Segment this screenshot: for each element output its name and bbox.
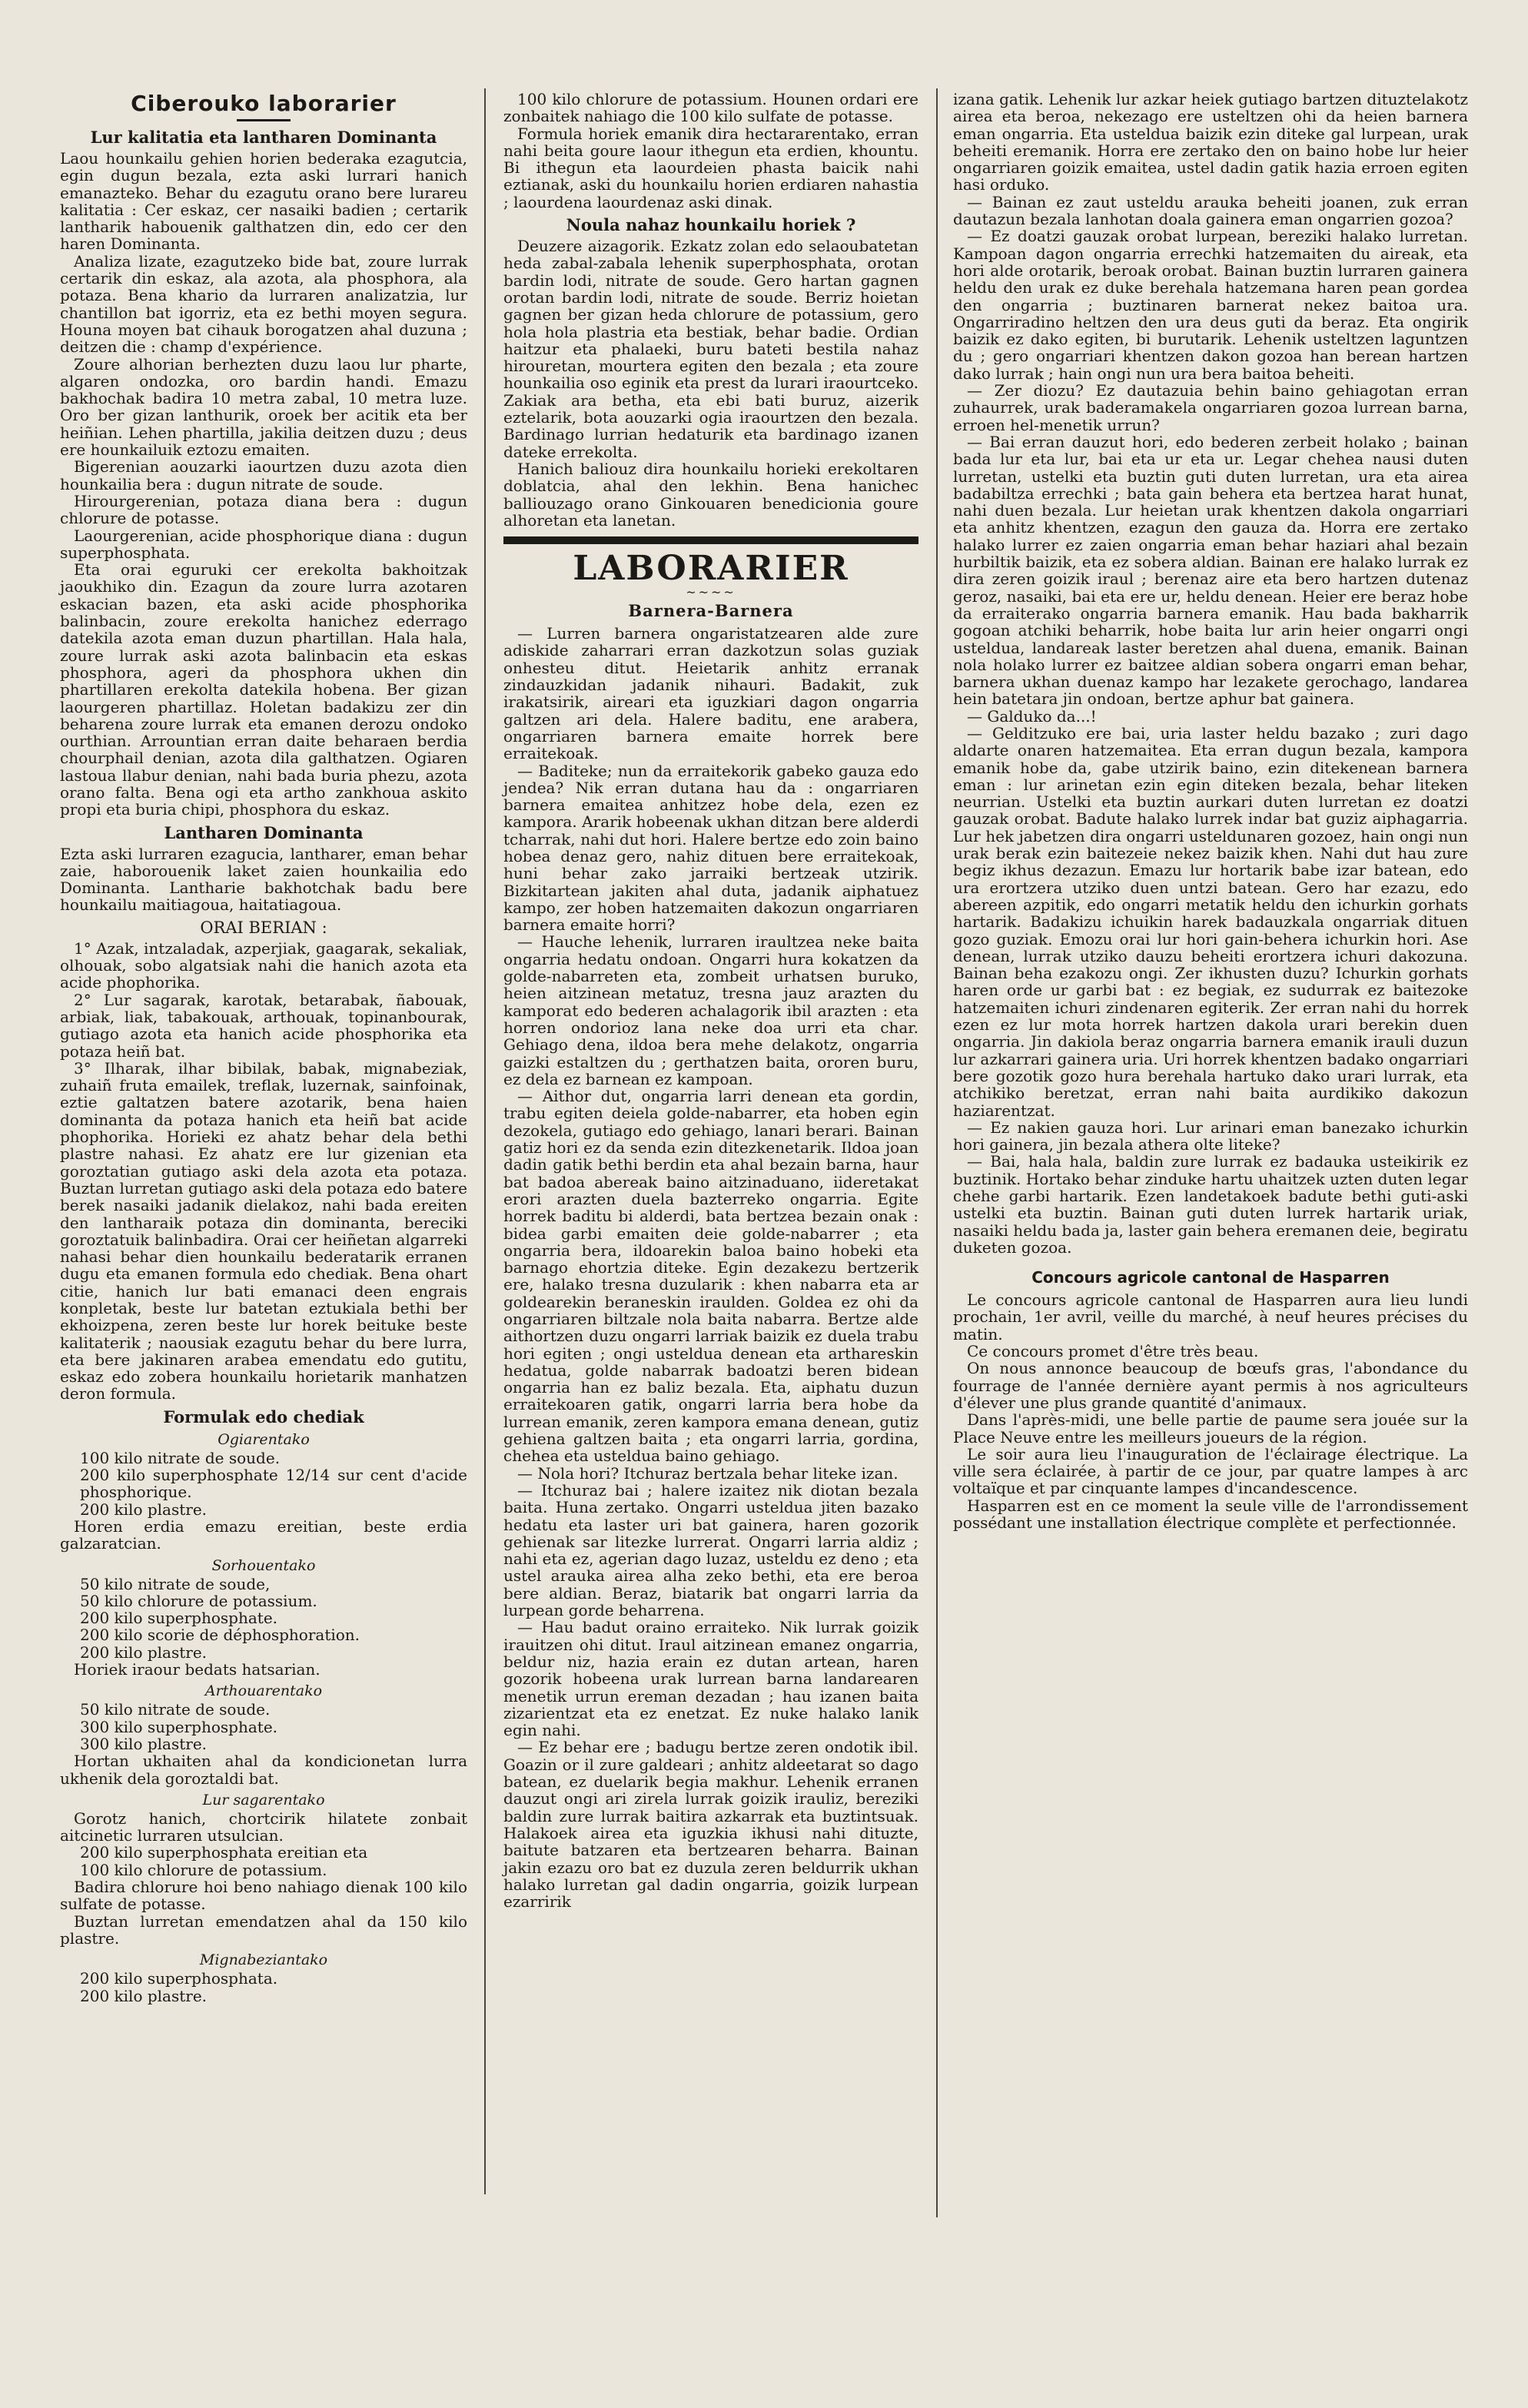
- paragraph: Analiza lizate, ezagutzeko bide bat, zoure lurrak certarik din eskaz, ala azota, ala phosphora, ala potaza. Bena khario da lurraren analizatzia, lur chantillon bat igorriz, eta ez bethi moyen segura. Houna moyen bat cihauk borogatzen ahal duzuna ; deitzen die : champ d'expérience.: [60, 251, 467, 357]
- paragraph: Hirourgerenian, potaza diana bera : dugun chlorure de potasse.: [60, 491, 467, 528]
- formula-line: 200 kilo plastre.: [80, 1642, 208, 1662]
- paragraph: — Bainan ez zaut usteldu arauka beheiti joanen, zuk erran dautazun bezala lanhotan doala gainera eman ongarrien gozoa?: [953, 192, 1468, 229]
- section-subtitle: Barnera-Barnera: [628, 601, 794, 621]
- formula-line: 100 kilo nitrate de soude.: [80, 1448, 281, 1467]
- formula-note: Horen erdia emazu ereitian, beste erdia galzaratcian.: [60, 1516, 467, 1553]
- formula-line: 200 kilo superphosphata.: [80, 1969, 278, 1988]
- paragraph: Ce concours promet d'être très beau.: [967, 1342, 1259, 1361]
- column-middle: [503, 91, 918, 1910]
- formula-line: 200 kilo plastre.: [80, 1500, 208, 1519]
- column-right: [953, 91, 1468, 1531]
- paragraph: Eta orai eguruki cer erekolta bakhoitzak jaoukhiko din. Ezagun da zoure lurra azotaren eskacian bazen, eta aski acide phosphorika balinbacin, zoure erekolta hanichez ederrago datekila azota eman duzun phartillan. Hala hala, zoure lurrak aski azota balinbacin eta eskas phosphora, ageri da phosphora ukhen din phartillaren erekolta datekila hobena. Ber gizan laourgeren phartillaz. Holetan badakizu zer din beharena zoure lurrak eta emanen derozu ondoko ourthian. Arrountian erran daite beharaen berdia chourphail denian, azota dila galthatzen. Ogiaren lastoua llabur denian, nahi bada buria phezu, azota orano falta. Bena ogi eta artho zankhoua askito propi eta buria chipi, phosphora du eskaz.: [60, 560, 467, 819]
- paragraph: Formula horiek emanik dira hectararentako, erran nahi beita goure laour ithegun eta erdien, khountu. Bi ithegun eta laourdeien phasta baicik nahi eztianak, aski du hounkailu horien erdiaren nahastia ; laourdena laourdenaz aski dinak.: [503, 124, 918, 211]
- paragraph: Bigerenian aouzarki iaourtzen duzu azota dien hounkailia bera : dugun nitrate de soude.: [60, 457, 467, 493]
- paragraph: — Aithor dut, ongarria larri denean eta gordin, trabu egiten deiela golde-nabarrer, eta hoben egin dezokela, gutiago edo gehiago, lanari berari. Bainan gatiz hori ez da senda ezin ditezkenetarik. Ildoa joan dadin gatik bethi berdin eta ahal bezain barna, haur bat badoa abereak baino aitzinaduano, iideretakat erori arazten duela bazterreko ongarria. Egite horrek baditu bi alderdi, bata bertzea bezain onak : bidea garbi emaiten deie golde-nabarrer ; eta ongarria bera, ildoarekin baloa baino hobeki eta barnago ehortzia diteke. Egin dezakezu bertzerik ere, halako tresna duzularik : khen nabarra eta ar goldearekin beraneskin iraulden. Goldea ez ohi da ongarriaren biltzale nola baita nabarra. Bertze alde aithortzen duzu ongarri larriak baizik ez duela trabu hori egiten ; ongi usteldua denean eta arthareskin hedatua, golde nabarrak badoatzi beren bidean ongarria han ez baliz bezala. Eta, aiphatu duzun erraitekoaren gatik, ongarri larria bera hobe da lurrean emanik, zeren kampora emana denean, gutiz gehiena galtzen baita ; eta ongarri larria, gordina, chehea eta usteldua baino gehiago.: [503, 1087, 918, 1466]
- column-rule: [484, 88, 486, 2194]
- formula-line: 200 kilo superphosphata ereitian eta: [80, 1843, 368, 1862]
- paragraph: — Hau badut oraino erraiteko. Nik lurrak goizik irauitzen ohi ditut. Iraul aitzinean emanez ongarria, beldur niz, hazia erain ez dutan artean, haren gozorik hobeena urak lurrean barna landarearen menetik urrun ereman dezadan ; hau izanen baita zizarientzat eta ez enetzat. Ez nuke halako lanik egin nahi.: [503, 1618, 918, 1740]
- formula-line: 50 kilo chlorure de potassium.: [80, 1591, 317, 1610]
- article-title: Ciberouko laborarier: [131, 91, 397, 116]
- section-heading: Formulak edo chediak: [163, 1407, 364, 1427]
- paragraph: Laourgerenian, acide phosphorique diana : dugun superphosphata.: [60, 526, 467, 562]
- paragraph: 2° Lur sagarak, karotak, betarabak, ñabouak, arbiak, liak, tabakouak, arthouak, topinanbourak, gutiago azota eta hanich acide phosphorika eta potaza heiñ bat.: [60, 990, 467, 1061]
- formula-title: Mignabeziantako: [199, 1951, 328, 1969]
- paragraph: — Gelditzuko ere bai, uria laster heldu bazako ; zuri dago aldarte onaren hatzemaitea. Eta erran dugun bezala, kampora emanik hobe da, gabe utzirik baino, ezin ditekenean barnera eman : lur arinetan ezin egin diteken bezala, behar liteken neurrian. Ustelki eta buztin aurkari duten lurretan ez doatzi gauzak orobat. Badute halako lurrek indar bat guziz aiphagarria. Lur hek jabetzen dira ongarri usteldunaren gozoez, hain ongi nun urak berak ezin baitezeie nekez baizik khen. Nahi dut hau zure begiz ikhus dezazun. Emazu lur hortarik babe izar batean, edo ura erortzera utziko duen untzi batean. Gero har ezazu, edo abereen azpitik, edo ongarri metatik heldu den ichurkin gorhats hartarik. Badakizu ichuikin harek badauzkala ongarriak dituen gozo guziak. Emozu orai lur hori gain-behera ichurkin hori. Ase denean, lurrak utziko dauzu beheiti erortzera ichuri dakozuna. Bainan beha ezakozu ongi. Zer ikhusten duzu? Ichurkin gorhats haren orde ur garbi bat : ez begiak, ez sudurrak ez baitezoke hatzemaiten ichuri zindenaren egiterik. Zer erran nahi du horrek ezen ez lur mota horrek hartzen dakola urari berekin duen ongarria. Jin dakiola beraz ongarria barnera emanik irauli duzun lur azkarrari gainera uria. Uri horrek khentzen badako ongarriari bere gozotik gozo hura berehala hartuko dako urari lurrak, eta atchikiko beretzat, erran nahi baita aurdikiko dakozun haziarentzat.: [953, 723, 1468, 1120]
- formula-line: 200 kilo superphosphate.: [80, 1609, 278, 1628]
- formula-line: 200 kilo plastre.: [80, 1986, 208, 2005]
- paragraph: Dans l'après-midi, une belle partie de paume sera jouée sur la Place Neuve entre les meilleurs joueurs de la région.: [953, 1410, 1468, 1446]
- formula-line: 50 kilo nitrate de soude,: [80, 1574, 271, 1593]
- paragraph: Deuzere aizagorik. Ezkatz zolan edo selaoubatetan heda zabal-zabala lehenik superphosphata, orotan bardin lodi, nitrate de soude. Gero hartan gagnen orotan bardin lodi, nitrate de soude. Berriz hoietan gagnen ber gizan heda chlorure de potassium, gero hola hola plastria eta bestiak, behar badie. Ordian haitzur eta phalaeki, buru bateti bestila nahaz hirouretan, mourtera egiten den bezala ; eta zoure hounkailia oso eginik eta prest da lurari iraourtceko. Zakiak ara betha, eta ebi bati buruz, aizerik eztelarik, bota aouzarki ogia iraourtzen den bezala. Bardinago lurrian hedaturik eta bardinago izanen dateke errekolta.: [503, 237, 918, 461]
- section-heading: Concours agricole cantonal de Hasparren: [1031, 1268, 1390, 1287]
- paragraph: Le soir aura lieu l'inauguration de l'éclairage électrique. La ville sera éclairée, à partir de ce jour, par quatre lampes à arc voltaïque et par cinquante lampes d'incandescence.: [953, 1444, 1468, 1498]
- formula-title: Sorhouentako: [211, 1556, 316, 1574]
- paragraph: Le concours agricole cantonal de Hasparren aura lieu lundi prochain, 1er avril, veille du marché, à neuf heures précises du matin.: [953, 1290, 1468, 1343]
- paragraph: — Baditeke; nun da erraitekorik gabeko gauza edo jendea? Nik erran dutana hau da : ongarriaren barnera emaitea anhitzez hobe dela, ezen ez kampora. Ararik hobeenak ukhan ditzan bere alderdi tcharrak, nahi dut hori. Halere bertze edo zoin baino hobea denaz gero, nahiz dituen bere erraitekoak, huni behar zako jarraiki bertzeak utzirik. Bizkitartean jakiten ahal duta, jadanik aiphatuez kampo, zer hoben hatzemaiten dakozun ongarriaren barnera emaite horri?: [503, 761, 918, 935]
- formula-note: Buztan lurretan emendatzen ahal da 150 kilo plastre.: [60, 1911, 467, 1948]
- paragraph: — Ez nakien gauza hori. Lur arinari eman banezako ichurkin hori gainera, jin bezala athera olte liteke?: [953, 1118, 1468, 1154]
- paragraph: — Nola hori? Itchuraz bertzala behar liteke izan.: [517, 1463, 899, 1483]
- paragraph: izana gatik. Lehenik lur azkar heiek gutiago bartzen dituztelakotz airea eta beroa, nekezago ere usteltzen ohi da heien barnera eman ongarria. Eta usteldua baizik ezin diteke gal lurpean, urak beheiti eremanik. Horra ere zertako den on baino hobe lur heier ongarriaren goizik emaitea, ustel dadin gatik hazia erroen egiten hasi orduko.: [953, 90, 1468, 194]
- title-underline: [237, 119, 291, 121]
- formula-note: Horiek iraour bedats hatsarian.: [74, 1660, 321, 1679]
- paragraph: On nous annonce beaucoup de bœufs gras, l'abondance du fourrage de l'année dernière ayant permis à nos agriculteurs d'élever une plus grande quantité d'animaux.: [953, 1359, 1468, 1412]
- formula-note: Badira chlorure hoi beno nahiago dienak 100 kilo sulfate de potasse.: [60, 1878, 467, 1914]
- section-divider: [503, 536, 918, 544]
- formula-line: 300 kilo superphosphate.: [80, 1717, 278, 1736]
- paragraph: Hanich baliouz dira hounkailu horieki erekoltaren doblatcia, ahal den lekhin. Bena hanichec balliouzago orano Ginkouaren benedicionia goure alhoretan eta lanetan.: [503, 459, 918, 530]
- formula-title: Lur sagarentako: [202, 1791, 325, 1808]
- formula-line: 100 kilo chlorure de potassium.: [80, 1860, 327, 1879]
- section-heading: Lantharen Dominanta: [164, 822, 364, 842]
- column-rule: [936, 88, 938, 2217]
- formula-title: Ogiarentako: [218, 1430, 310, 1448]
- paragraph: — Zer diozu? Ez dautazuia behin baino gehiagotan erran zuhaurrek, urak baderamakela ongarriaren gozoa lurrean barna, erroen hel-menetik urrun?: [953, 381, 1468, 434]
- paragraph: 3° Ilharak, ilhar bibilak, babak, mignabeziak, zuhaiñ fruta emailek, treflak, luzernak, sainfoinak, eztie galtatzen batere azotarik, bena haien dominanta da potaza hanich eta heiñ bat acide phophorika. Horieki ez ahatz behar dela bethi plastre nahasi. Ez ahatz ere lur gizenian eta goroztatian gutiago aski dela azota eta potaza. Buztan lurretan gutiago aski dela potaza edo batere berek nasaiki jadanik dielakoz, nahi bada ereiten den lantharaik potaza din dominanta, bereciki goroztatuik balinbadira. Orai cer heiñetan algarreki nahasi behar dien hounkailu bederatarik erranen dugu eta emanen formula edo chediak. Bena ohart citie, hanich lur bati emanaci deen engrais konpletak, beste lur batetan eztukiala bethi ber ekhoizpena, zeren beste lur horek beituke beste kalitaterik ; naousiak ezagutu behar du bere lurra, eta bere jakinaren arabea emendatu edo gutitu, eskaz edo zobera hounkailu horietarik manhatzen deron formula.: [60, 1058, 467, 1403]
- paragraph: 1° Azak, intzaladak, azperjiak, gaagarak, sekaliak, olhouak, sobo algatsiak nahi die hanich azota eta acide phophorika.: [60, 938, 467, 992]
- paragraph: — Hauche lehenik, lurraren iraultzea neke baita ongarria hedatu ondoan. Ongarri hura kokatzen da golde-nabarreten eta, zombeit urhatsen buruko, heien aitzinean metatuz, tresna jauz arazten du kamporat edo bederen achalagorik ibil arazten : eta horren ondorioz lana neke doa urri eta char. Gehiago dena, ildoa bera mehe delakotz, ongarria gaizki estaltzen du ; gerthatzen baita, ororen buru, ez dela ez barnean ez kampoan.: [503, 932, 918, 1088]
- paragraph: 100 kilo chlorure de potassium. Hounen ordari ere zonbaitek nahiago die 100 kilo sulfate de potasse.: [503, 90, 918, 126]
- formula-note: Gorotz hanich, chortcirik hilatete zonbait aitcinetic lurraren utsulcian.: [60, 1808, 467, 1845]
- section-title: LABORARIER: [573, 549, 849, 589]
- paragraph: Ezta aski lurraren ezagucia, lantharer, eman behar zaie, haborouenik laket zaien hounkailia edo Dominanta. Lantharie bakhotchak badu bere hounkailu maitiagoua, haitatiagoua.: [60, 844, 467, 915]
- formula-title: Arthouarentako: [204, 1682, 323, 1700]
- paragraph: — Ez doatzi gauzak orobat lurpean, bereziki halako lurretan. Kampoan dagon ongarria errechki hatzemaiten du aireak, eta hori alde orotarik, beroak orobat. Bainan buztin lurraren gainera heldu den urak ez duke berehala hatzemana haren pean gordea den ongarria ; buztinaren barnerat nekez baitoa ura. Ongarriradino heltzen den ura deus guti da beraz. Eta ongirik baizik ez dako egiten, bi burutarik. Lehenik usteltzen laguntzen du ; gero ongarriari khentzen dakon gozoa han berean hartzen dako lurrak ; hain ongi nun ura bera baitoa beheiti.: [953, 227, 1468, 383]
- ornament: ~~~~: [686, 585, 736, 600]
- paragraph: — Itchuraz bai ; halere izaitez nik diotan bezala baita. Huna zertako. Ongarri usteldua jiten bazako hedatu eta laster uri bat gainera, haren gozorik gehienak sar litezke lurrerat. Ongarri larria aldiz ; nahi eta ez, agerian dago luzaz, usteldu ez deno ; eta ustel arauka airea alha zeko bethi, eta ere beroa bere aldian. Beraz, biatarik bat ongarri larria da lurpean gorde beharrena.: [503, 1480, 918, 1620]
- paragraph: — Lurren barnera ongaristatzearen alde zure adiskide zaharrari erran dazkotzun solas guziak onhesteu ditut. Heietarik anhitz erranak zindauzkidan jadanik nihauri. Badakit, zuk irakatsirik, aireari eta iguzkiari dagon ongarria galtzen ari dela. Halere baditu, ene arabera, ongarriaren barnera emaite horrek bere erraitekoak.: [503, 624, 918, 763]
- paragraph: — Bai, hala hala, baldin zure lurrak ez badauka usteikirik ez buztinik. Hortako behar zinduke hartu uhaitzek uzten duten legar chehe garbi hartarik. Ezen landetakoek badute bethi guti-aski ustelki eta buztin. Bainan guti duten lurrek hartarik uriak, nasaiki heldu bada ja, laster gain behera eremanen deie, begiratu duketen gozoa.: [953, 1152, 1468, 1257]
- formula-line: 300 kilo plastre.: [80, 1734, 208, 1753]
- paragraph: Hasparren est en ce moment la seule ville de l'arrondissement possédant une installation électrique complète et perfectionnée.: [953, 1496, 1468, 1533]
- paragraph: Zoure alhorian berhezten duzu laou lur pharte, algaren ondozka, oro bardin handi. Emazu bakhochak badira 10 metra zabal, 10 metra luze. Oro ber gizan lanthurik, oroek ber acitik eta ber heiñian. Lehen phartilla, jakilia deitzen duzu ; deus ere hounkailuik eztozu emaiten.: [60, 354, 467, 460]
- paragraph: — Bai erran dauzut hori, edo bederen zerbeit holako ; bainan bada lur eta lur, bai eta ur eta ur. Legar chehea nausi duten lurretan, ustelki eta buztin guti duten lurretan, ura eta airea badabiltza errechki ; bata gain behera eta bertzea harat hunat, nahi duen bezala. Lur heietan urak khentzen dakola ongarriari eta anhitz khentzen, ezagun den gauza da. Horra ere zertako halako lurrer ez zaien ongarria eman behar haziari ahal bezain hurbiltik baizik, eta ez sobera aldian. Bainan ere halako lurrak ez dira zeren goizik iraul ; berenaz aire eta bero hartzen dutenaz geroz, nasaiki, bai eta ere ur, heldu denean. Heier ere beraz hobe da erraiterako ongarria barnera emanik. Hau bada bakharrik gogoan atchiki beharrik, hobe baita lur arin heier ongarri ongi ustelduа, landareak laster beretzen ahal duena, emanik. Bainan nola holako lurrer ez baitzee aldian sobera ongarri eman behar, barnera ukhan duenaz kampo har lezakete gerochago, landarea hein batetara jin ondoan, bertze aphur bat gainera.: [953, 432, 1468, 709]
- formula-note: Hortan ukhaiten ahal da kondicionetan lurra ukhenik dela goroztaldi bat.: [60, 1752, 467, 1788]
- section-heading: Noula nahaz hounkailu horiek ?: [566, 215, 856, 235]
- section-heading: Lur kalitatia eta lantharen Dominanta: [90, 128, 437, 147]
- section-heading: ORAI BERIAN :: [200, 918, 327, 937]
- formula-line: 200 kilo scorie de déphosphoration.: [80, 1626, 360, 1645]
- formula-line: 200 kilo superphosphate 12/14 sur cent d'acide phosphorique.: [80, 1466, 467, 1502]
- column-left: [60, 91, 467, 2004]
- paragraph: — Ez behar ere ; badugu bertze zeren ondotik ibil. Goazin or il zure galdeari ; anhitz aldeetarat so dago batean, ez duelarik begia makhur. Lehenik erranen dauzut ongi ari zirela lurrak goizik irauliz, bereziki baldin zure lurrak baitira azkarrak eta buztintsuak. Halakoek airea eta iguzkia ikhusi nahi dituzte, baitute batzaren eta bertzearen beharra. Bainan jakin ezazu oro bat ez duzula zeren beldurrik ukhan halako lurretan gal dadin ongarria, goizik lurpean ezarririk: [503, 1738, 918, 1911]
- paragraph: — Galduko da...!: [967, 706, 1097, 726]
- paragraph: Laou hounkailu gehien horien bederaka ezagutcia, egin dugun bezala, ezta aski lurrari hanich emanazteko. Behar du ezagutu orano bere lurareu kalitatia : Cer eskaz, cer nasaiki badien ; certarik lantharik habouenik galthatzen din, edo cer den haren Dominanta.: [60, 149, 467, 254]
- formula-line: 50 kilo nitrate de soude.: [80, 1700, 271, 1719]
